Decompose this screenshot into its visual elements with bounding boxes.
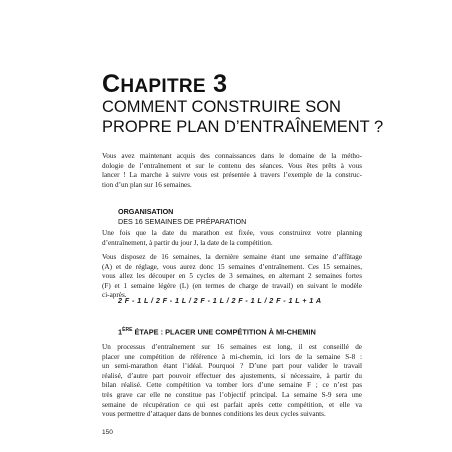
chapter-title [102,97,422,137]
text-line: Vous avez maintenant acquis des connaissances dans le domaine de la métho- [102,152,362,160]
section-title: ORGANISATION [118,207,174,216]
section-subtitle: DES 16 SEMAINES DE PRÉPARATION [118,216,247,226]
text-line: (A) et de réglage, vous aurez donc 15 semaines d’entraînement. Ces 15 semaines, [102,262,362,271]
text-line: dologie de l’entraînement et sur le contenu des séances. Vous êtes prêts à vous [102,161,362,170]
text-line: Vous disposez de 16 semaines, la dernière semaine étant une semaine d’affûtage [102,253,362,261]
text-line: lancer ! La marche à suivre vous est présentée à travers l’exemple de la construc- [102,171,362,180]
chapter-title-line: COMMENT CONSTRUIRE SON [102,98,341,116]
text-line: ci-après. [102,291,127,300]
step-heading [118,327,316,336]
chapter-label-initial: C [102,70,121,98]
paragraph-date [102,229,362,248]
section-heading [118,207,246,226]
chapter-number: 3 [213,70,228,98]
step-title: ÉTAPE : PLACER UNE COMPÉTITION À MI-CHEMIN [132,327,316,337]
text-line: très grave car elle ne constitue pas l’objectif principal. La semaine S-9 sera une [102,390,362,399]
chapter-title-line: PROPRE PLAN D’ENTRAÎNEMENT ? [102,118,384,136]
text-line: vous allez les découper en 5 cycles de 3 semaines, en alternant 2 semaines fortes [102,272,362,281]
text-line: vous permettre d’attaquer dans de bonnes conditions les deux cycles suivants. [102,410,326,419]
cycle-formula: 2 F - 1 L / 2 F - 1 L / 2 F - 1 L / 2 F - 1 L / 2 F - 1 L + 1 A [118,296,322,305]
text-line: un semi-marathon étant l’idéal. Pourquoi ? D’une part pour valider le travail [102,362,362,371]
page-number: 150 [102,429,113,436]
chapter-label-rest: HAPITRE [120,76,206,97]
paragraph-cycles [102,253,362,301]
text-line: Une fois que la date du marathon est fixée, vous construirez votre planning [102,229,362,237]
text-line: semaine de récupération ce qui est parfait après cette compétition, et elle va [102,400,362,409]
text-line: d’entraînement, à partir du jour J, la date de la compétition. [102,238,273,247]
text-line: (F) et 1 semaine légère (L) (en termes de charge de travail) en suivant le modèle [102,281,362,290]
text-line: Un processus d’entraînement sur 16 semaines est long, il est conseillé de [102,343,362,351]
paragraph-competition [102,343,362,420]
step-ordinal: ÈRE [122,327,133,333]
intro-paragraph [102,152,362,190]
step-number: 1 [118,327,123,337]
text-line: bilan réalisé. Cette compétition va tomber lors d’une semaine F ; ce n’est pas [102,381,362,390]
text-line: réalisé, d’autre part pouvoir effectuer des ajustements, si nécessaire, à partir du [102,371,362,380]
text-line: tion d’un plan sur 16 semaines. [102,180,192,189]
text-line: placer une compétition de référence à mi-chemin, ici lors de la semaine S-8 : [102,352,362,361]
